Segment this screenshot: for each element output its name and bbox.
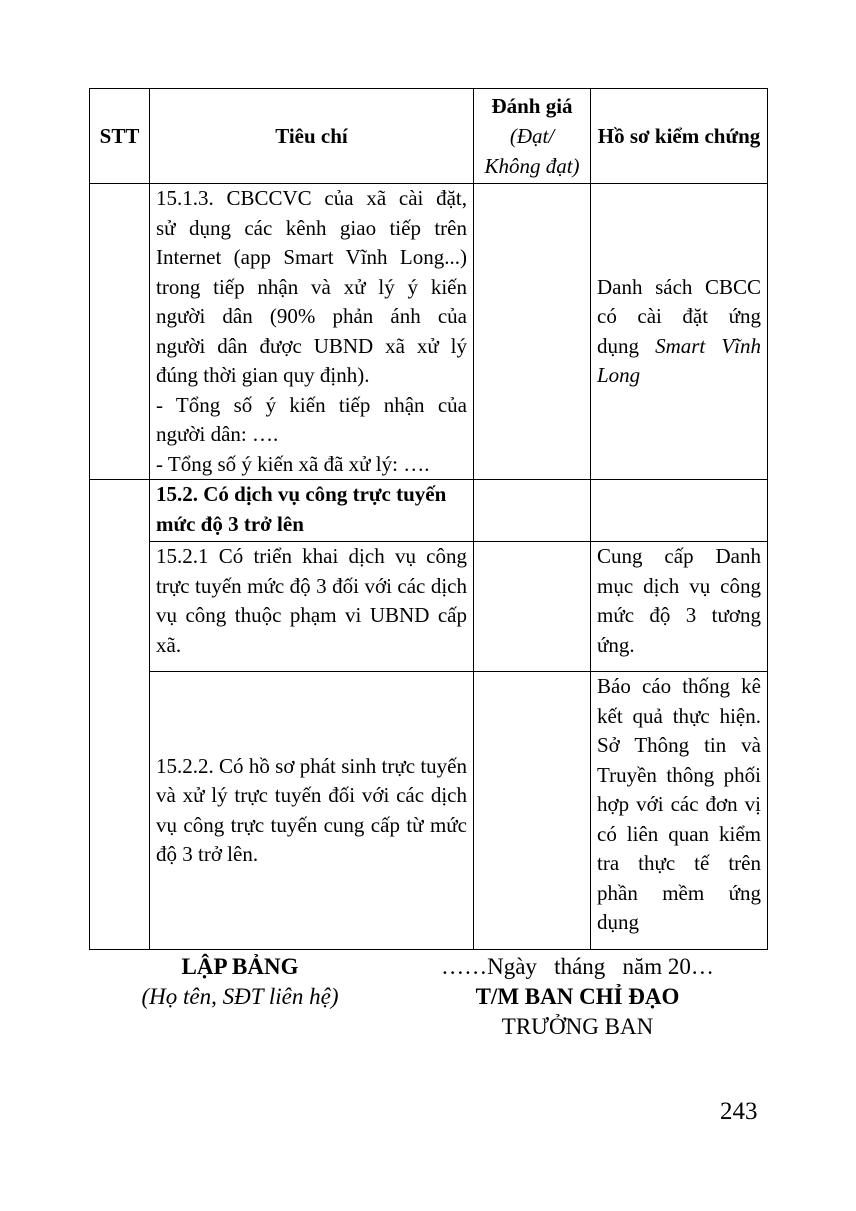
- criteria-line: người dân được UBND xã xử lý: [156, 333, 467, 358]
- header-criteria: Tiêu chí: [150, 89, 474, 184]
- signature-left: [100, 952, 380, 1012]
- evaluation-cell: [474, 480, 591, 542]
- prepared-by-sub: (Họ tên, SĐT liên hệ): [141, 984, 339, 1009]
- criteria-line: trong tiếp nhận và xử lý ý kiến: [156, 274, 467, 299]
- header-evaluation-sub: (Đạt/ Không đạt): [484, 124, 580, 178]
- evidence-cell: [591, 184, 768, 480]
- stt-cell: [90, 480, 150, 950]
- criteria-line: 15.1.3. CBCCVC của xã cài đặt,: [156, 186, 467, 210]
- header-evidence: Hồ sơ kiểm chứng: [591, 89, 768, 184]
- criteria-line: - Tổng số ý kiến tiếp nhận của: [156, 392, 467, 417]
- evaluation-cell: [474, 542, 591, 672]
- table-row: [90, 184, 768, 480]
- table-row: [90, 480, 768, 542]
- criteria-line: người dân: ….: [156, 422, 279, 446]
- criteria-cell: [150, 184, 474, 480]
- criteria-line: đúng thời gian quy định).: [156, 363, 370, 387]
- evidence-cell: Cung cấp Danh mục dịch vụ công mức độ 3 tương ứng.: [591, 542, 768, 672]
- header-evaluation-title: Đánh giá: [491, 94, 573, 118]
- signature-date: ……Ngày tháng năm 20…: [441, 954, 714, 979]
- evidence-cell: [591, 480, 768, 542]
- criteria-line: - Tổng số ý kiến xã đã xử lý: ….: [156, 451, 430, 476]
- evidence-text: Danh sách CBCC có cài đặt ứng dụng: [597, 274, 761, 358]
- signature-right: [400, 952, 755, 1042]
- criteria-line: người dân (90% phản ánh của: [156, 304, 467, 328]
- evaluation-cell: [474, 672, 591, 950]
- evidence-italic: Smart Vĩnh Long: [597, 333, 761, 387]
- criteria-line: sử dụng các kênh giao tiếp trên: [156, 215, 467, 240]
- table-header-row: [90, 89, 768, 184]
- criteria-cell: 15.2.1 Có triển khai dịch vụ công trực tuyến mức độ 3 đối với các dịch vụ công thuộc phạm vi UBND cấp xã.: [150, 542, 474, 672]
- page-number: 243: [720, 1098, 758, 1125]
- header-stt: STT: [90, 89, 150, 184]
- header-evaluation: [474, 89, 591, 184]
- criteria-line: Internet (app Smart Vĩnh Long...): [156, 245, 467, 269]
- evaluation-table: [89, 88, 768, 950]
- committee-head: TRƯỞNG BAN: [501, 1014, 654, 1039]
- criteria-cell: 15.2. Có dịch vụ công trực tuyến mức độ 3 trở lên: [150, 480, 474, 542]
- evaluation-cell: [474, 184, 591, 480]
- table-row: [90, 542, 768, 672]
- criteria-cell: 15.2.2. Có hồ sơ phát sinh trực tuyến và xử lý trực tuyến đối với các dịch vụ công trực tuyến cung cấp từ mức độ 3 trở lên.: [150, 672, 474, 950]
- stt-cell: [90, 184, 150, 480]
- prepared-by-title: LẬP BẢNG: [181, 954, 299, 979]
- evidence-cell: Báo cáo thống kê kết quả thực hiện. Sở Thông tin và Truyền thông phối hợp với các đơn vị có liên quan kiểm tra thực tế trên phần mềm ứng dụng: [591, 672, 768, 950]
- committee-title: T/M BAN CHỈ ĐẠO: [475, 984, 680, 1009]
- table-row: [90, 672, 768, 950]
